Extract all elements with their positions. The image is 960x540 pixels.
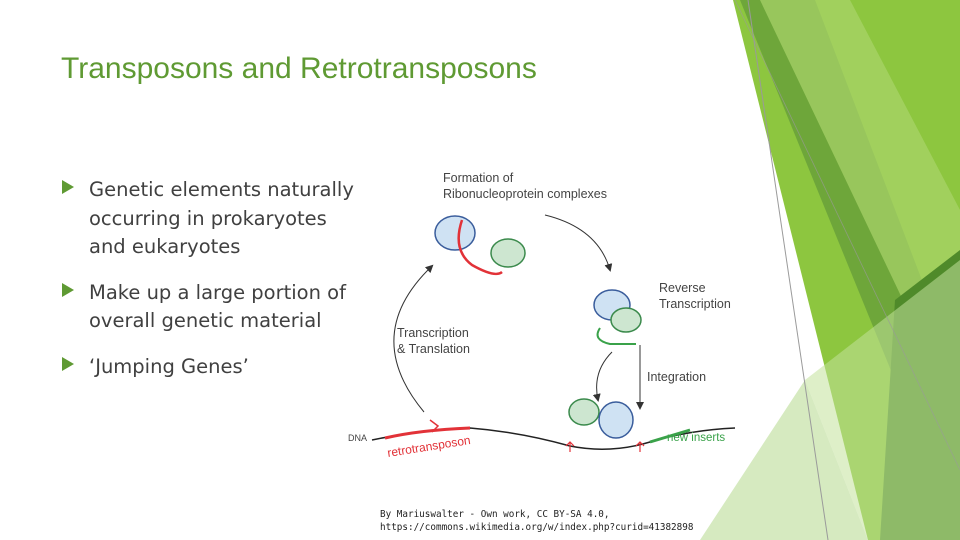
bullet-text: ‘Jumping Genes’: [89, 354, 249, 378]
protein-blue-top: [435, 216, 475, 250]
protein-blue-bottom: [599, 402, 633, 438]
label-transcription-1: Transcription: [397, 326, 469, 340]
triangle-arrow-icon: [62, 357, 74, 371]
bullet-text: Make up a large portion of overall genetic material: [89, 280, 346, 332]
bullet-item: [62, 353, 362, 382]
triangle-arrow-icon: [62, 283, 74, 297]
credit-line-1: By Mariuswalter - Own work, CC BY-SA 4.0,: [380, 509, 610, 520]
credit-line-2: https://commons.wikimedia.org/w/index.php?curid=41382898: [380, 522, 694, 533]
arrow-formation-to-reverse: [545, 215, 610, 270]
label-new-inserts: new inserts: [667, 432, 726, 444]
slide-title: Transposons and Retrotransposons: [61, 52, 537, 85]
image-credit: [380, 508, 693, 534]
protein-green-top: [491, 239, 525, 267]
label-integration: Integration: [647, 370, 707, 384]
label-dna: DNA: [348, 433, 368, 443]
label-transcription-2: & Translation: [397, 342, 470, 356]
bullet-item: [62, 176, 362, 262]
label-formation-2: Ribonucleoprotein complexes: [443, 187, 607, 201]
protein-green-mid: [611, 308, 641, 332]
protein-green-bottom: [569, 399, 599, 425]
label-reverse-1: Reverse: [659, 281, 706, 295]
label-retrotransposon: retrotransposon: [386, 432, 472, 460]
label-reverse-2: Transcription: [659, 297, 731, 311]
arrow-integration-down: [597, 352, 612, 400]
bullet-list: [62, 176, 362, 398]
triangle-arrow-icon: [62, 180, 74, 194]
bullet-text: Genetic elements naturally occurring in prokaryotes and eukaryotes: [89, 178, 354, 258]
retrotransposon-cycle-diagram: [345, 165, 760, 470]
bullet-item: [62, 279, 362, 336]
label-formation-1: Formation of: [443, 171, 514, 185]
